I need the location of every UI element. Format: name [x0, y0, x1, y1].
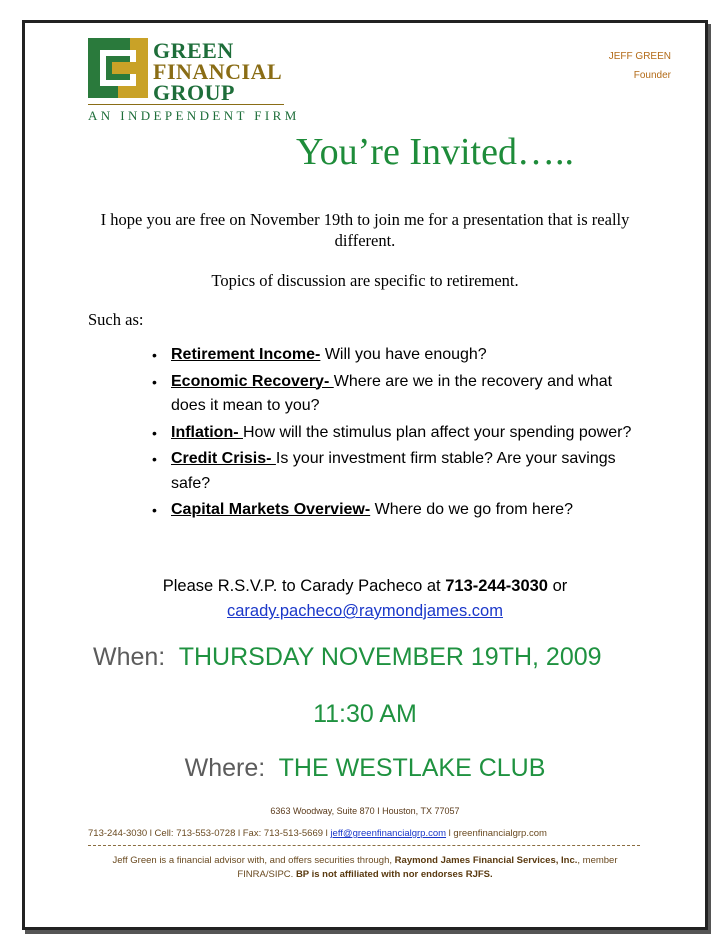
topic-item: [150, 447, 650, 496]
rsvp-or: or: [548, 577, 568, 595]
contact-line: [88, 828, 640, 839]
when-line: [93, 643, 602, 672]
such-as-label: Such as:: [88, 310, 144, 329]
bullet-icon: •: [152, 373, 157, 390]
topic-text: Will you have enough?: [320, 346, 487, 363]
disclaimer: [88, 854, 642, 882]
logo-line-2: FINANCIAL: [153, 59, 283, 84]
invite-title: You’re Invited…..: [296, 131, 574, 173]
rsvp-phone: 713-244-3030: [445, 577, 548, 595]
topic-term: Inflation-: [171, 423, 243, 441]
bullet-icon: •: [152, 502, 157, 518]
topic-term: Credit Crisis-: [171, 450, 276, 467]
topic-item: [150, 498, 650, 523]
logo-wordmark: [153, 40, 282, 103]
disclaimer-text-1: Jeff Green is a financial advisor with, and offers securities through,: [112, 855, 395, 866]
where-line: [88, 754, 642, 783]
topics-list: [150, 343, 650, 525]
intro-paragraph: I hope you are free on November 19th to join me for a presentation that is really different.: [100, 210, 630, 250]
logo-tagline: AN INDEPENDENT FIRM: [88, 108, 300, 123]
founder-name: JEFF GREEN: [608, 51, 671, 62]
event-venue: THE WESTLAKE CLUB: [278, 754, 546, 782]
contact-phones: 713-244-3030 l Cell: 713-553-0728 l Fax: 713-513-5669 l: [88, 828, 331, 839]
where-label: Where:: [184, 754, 266, 782]
bullet-icon: •: [152, 347, 157, 363]
contact-email-link[interactable]: jeff@greenfinancialgrp.com: [330, 828, 447, 839]
rsvp-block: [88, 574, 642, 624]
topic-item: [150, 421, 650, 446]
disclaimer-note: BP is not affiliated with nor endorses RJFS.: [295, 869, 493, 880]
rsvp-text: Please R.S.V.P. to Carady Pacheco at: [162, 577, 446, 595]
when-label: When:: [93, 643, 166, 671]
green-financial-logo-mark: [88, 38, 148, 98]
disclaimer-firm: Raymond James Financial Services, Inc.: [394, 855, 578, 866]
bullet-icon: •: [152, 424, 157, 441]
logo-line-3: GROUP: [153, 80, 235, 105]
topic-item: [150, 370, 650, 419]
founder-block: [609, 47, 671, 85]
topic-item: [150, 343, 650, 368]
topic-text: Where are we in the recovery and what does it mean to you?: [171, 372, 613, 414]
topic-term: Capital Markets Overview-: [171, 501, 371, 518]
topic-term: Economic Recovery-: [171, 372, 334, 390]
logo-divider: [88, 104, 284, 105]
founder-role: Founder: [633, 70, 671, 81]
contact-website: l greenfinancialgrp.com: [446, 828, 547, 839]
bullet-icon: •: [152, 451, 157, 467]
footer-divider: [88, 845, 640, 846]
topic-text: How will the stimulus plan affect your spending power?: [242, 423, 632, 441]
rsvp-email-link[interactable]: carady.pacheco@raymondjames.com: [227, 602, 503, 620]
topic-term: Retirement Income-: [171, 346, 321, 363]
disclaimer-text-2: , member FINRA/SIPC.: [237, 855, 618, 880]
topic-text: Where do we go from here?: [370, 501, 573, 518]
topics-intro: Topics of discussion are specific to retirement.: [211, 271, 519, 290]
logo-line-1: GREEN: [153, 38, 234, 63]
venue-address: 6363 Woodway, Suite 870 I Houston, TX 77057: [270, 806, 460, 816]
event-date: THURSDAY NOVEMBER 19TH, 2009: [178, 643, 602, 671]
event-time: 11:30 AM: [313, 700, 417, 728]
topic-text: Is your investment firm stable? Are your savings safe?: [171, 450, 616, 492]
